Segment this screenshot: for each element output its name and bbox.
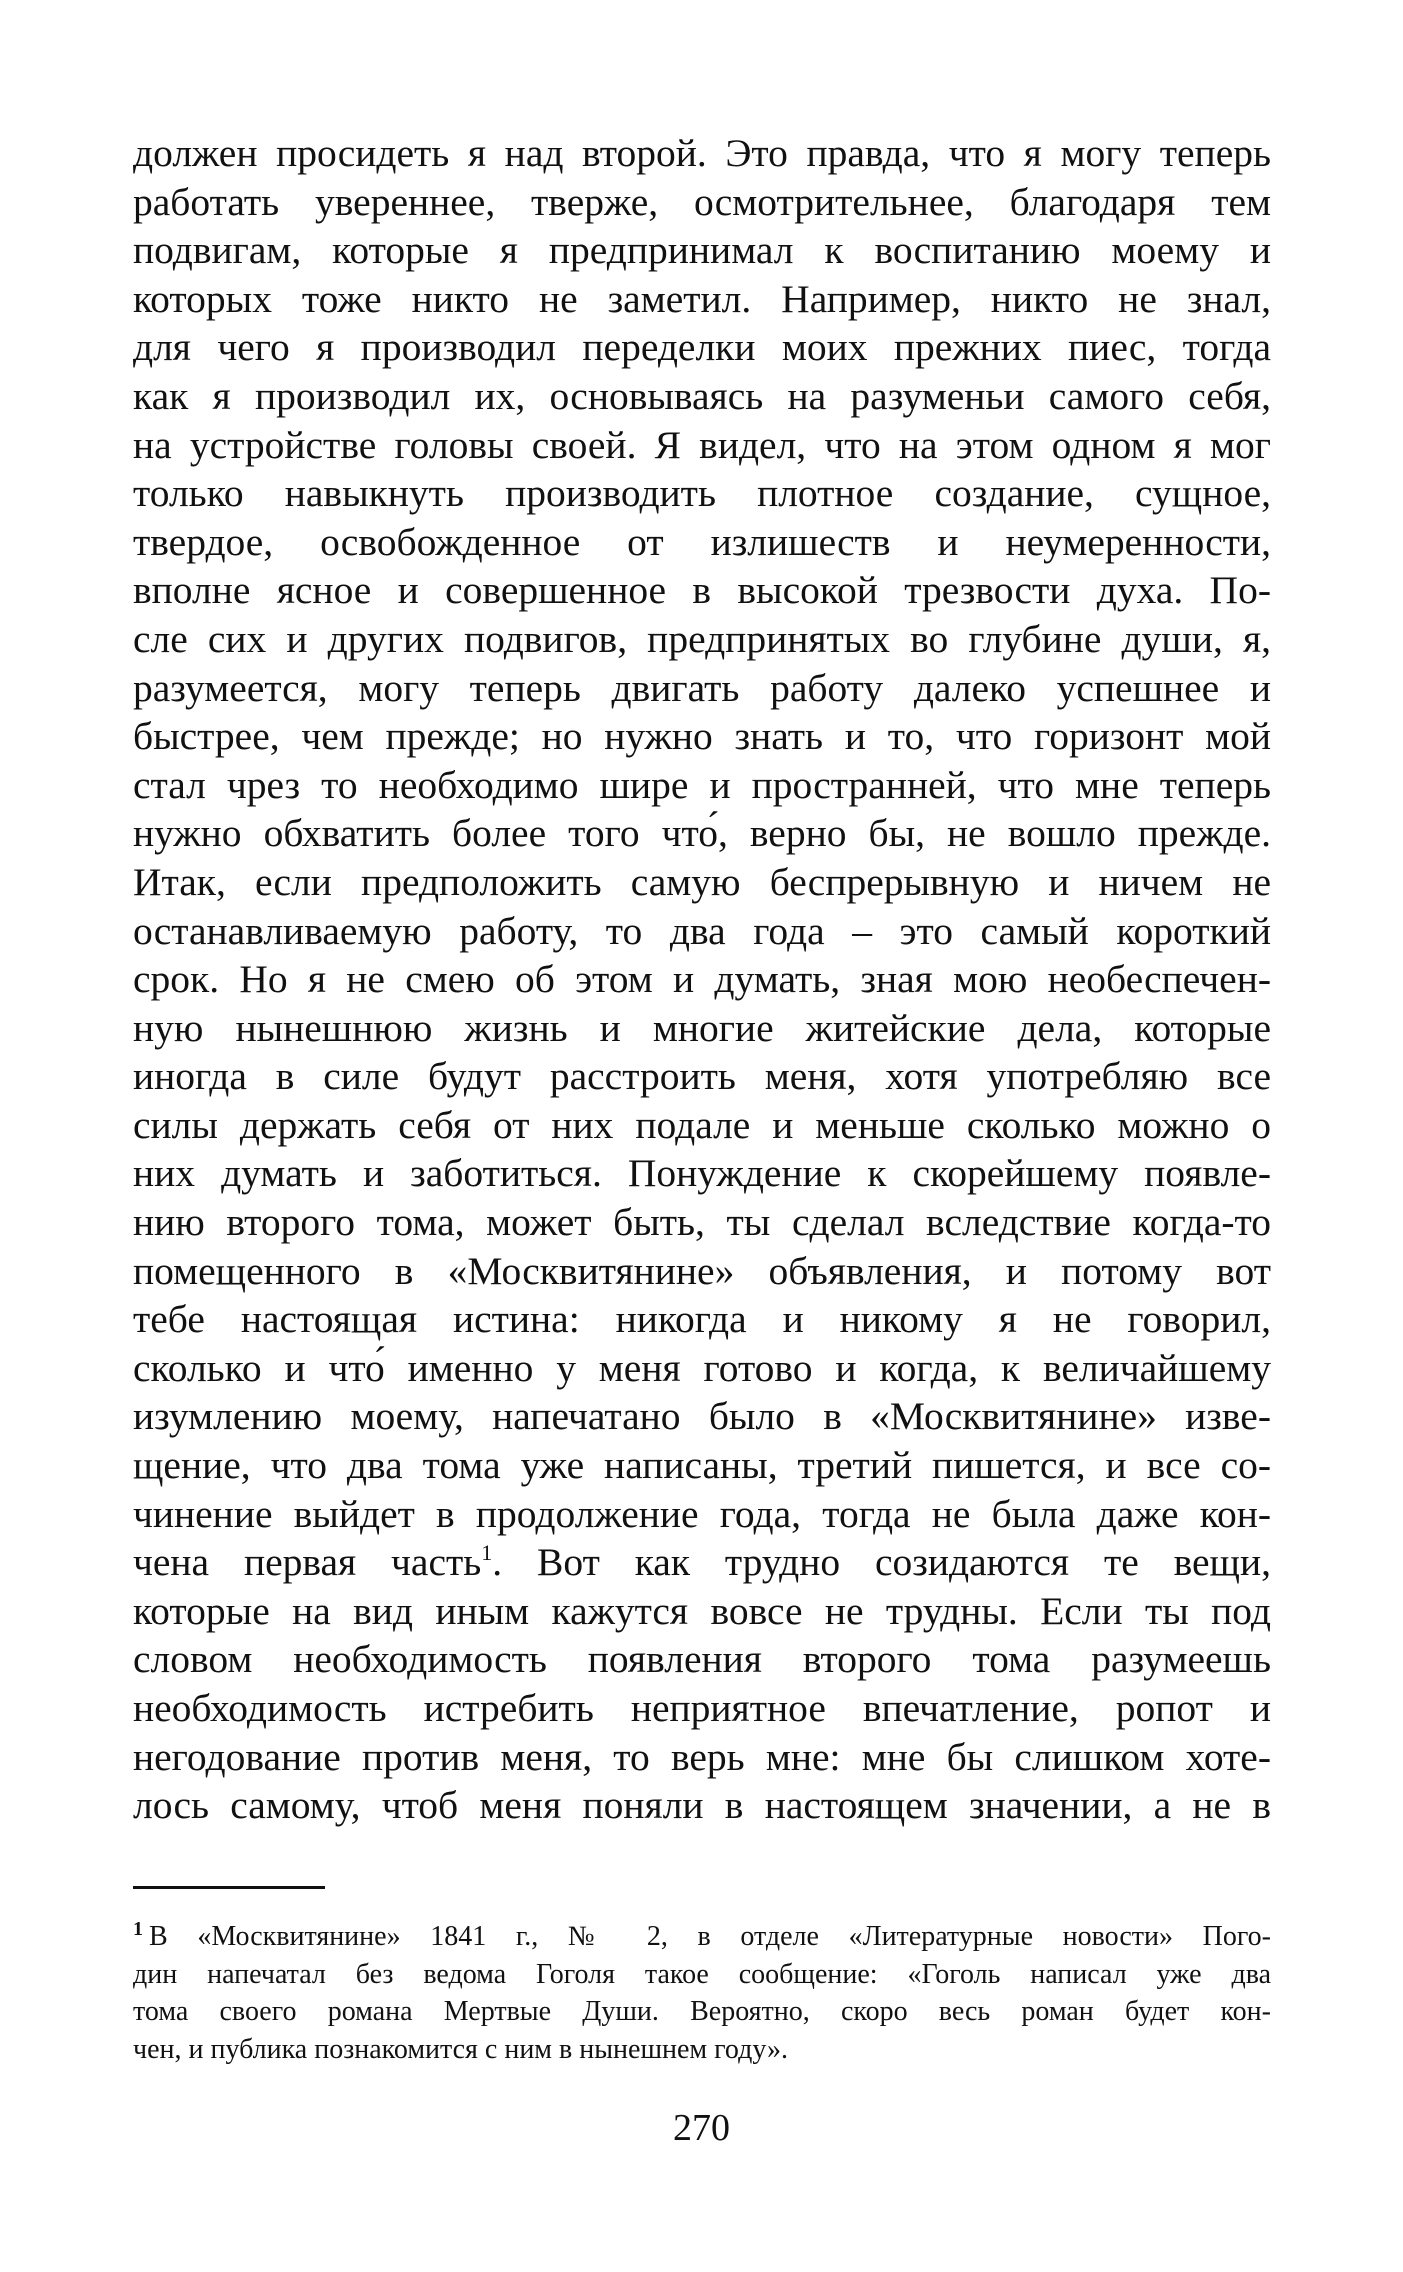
text-line: Итак, если предположить самую беспрерывную и ничем не [133, 859, 1271, 904]
text-line: подвигам, которые я предпринимал к воспитанию моему и [133, 228, 1271, 273]
text-line: для чего я производил переделки моих прежних пиес, тогда [133, 325, 1271, 370]
text-line: твердое, освобожденное от излишеств и неумеренности, [133, 519, 1271, 564]
text-line: лось самому, чтоб меня поняли в настоящем значении, а не в [133, 1783, 1271, 1828]
text-line: щение, что два тома уже написаны, третий пишется, и все со- [133, 1443, 1271, 1488]
text-line: ную нынешнюю жизнь и многие житейские дела, которые [133, 1005, 1271, 1050]
text-line: которых тоже никто не заметил. Например, никто не знал, [133, 276, 1271, 321]
text-line: сле сих и других подвигов, предпринятых во глубине души, я, [133, 616, 1271, 661]
page-number: 270 [673, 2107, 730, 2149]
text-line: которые на вид иным кажутся вовсе не трудны. Если ты под [133, 1588, 1271, 1633]
footnote [133, 1918, 1271, 2068]
text-line-with-footnote [133, 1538, 1271, 1587]
text-line: срок. Но я не смею об этом и думать, зная мою необеспечен- [133, 957, 1271, 1002]
text-line: них думать и заботиться. Понуждение к скорейшему появле- [133, 1151, 1271, 1196]
footnote-divider [133, 1886, 325, 1889]
text-line: силы держать себя от них подале и меньше сколько можно о [133, 1102, 1271, 1147]
text-line: необходимость истребить неприятное впечатление, ропот и [133, 1686, 1271, 1730]
text-line: сколько и что́ именно у меня готово и когда, к величайшему [133, 1345, 1271, 1390]
text-line: разумеется, могу теперь двигать работу далеко успешнее и [133, 665, 1271, 710]
text-line: работать увереннее, тверже, осмотрительнее, благодаря тем [133, 179, 1271, 224]
footnote-line: чен, и публика познакомится с ним в нынешнем году». [133, 2033, 789, 2065]
text-line-tail: . Вот как трудно созидаются те вещи, [492, 1540, 1271, 1585]
text-line: негодование против меня, то верь мне: мне бы слишком хоте- [133, 1734, 1271, 1779]
text-line: как я производил их, основываясь на разуменьи самого себя, [133, 373, 1271, 418]
main-text [133, 129, 1271, 1830]
footnote-line-text: В «Москвитянине» 1841 г., № 2, в отделе «Литературные новости» Пого- [149, 1921, 1271, 1952]
text-line: останавливаемую работу, то два года – это самый короткий [133, 908, 1271, 953]
text-line: вполне ясное и совершенное в высокой трезвости духа. По- [133, 568, 1271, 613]
footnote-line: дин напечатал без ведома Гоголя такое сообщение: «Гоголь написал уже два [133, 1958, 1271, 1990]
footnote-line: тома своего романа Мертвые Души. Вероятно, скоро весь роман будет кон- [133, 1996, 1271, 2027]
text-line: тебе настоящая истина: никогда и никому я не говорил, [133, 1297, 1271, 1342]
text-line: словом необходимость появления второго тома разумеешь [133, 1637, 1271, 1682]
footnote-marker: 1 [133, 1918, 143, 1940]
text-line: помещенного в «Москвитянине» объявления, и потому вот [133, 1248, 1271, 1293]
text-line: чинение выйдет в продолжение года, тогда не была даже кон- [133, 1491, 1271, 1536]
text-line: должен просидеть я над второй. Это правда, что я могу теперь [133, 131, 1271, 175]
text-line: на устройстве головы своей. Я видел, что на этом одном я мог [133, 422, 1271, 467]
text-line: иногда в силе будут расстроить меня, хотя употребляю все [133, 1054, 1271, 1099]
text-line: быстрее, чем прежде; но нужно знать и то, что горизонт мой [133, 714, 1271, 759]
text-line: стал чрез то необходимо шире и пространней, что мне теперь [133, 762, 1271, 807]
text-line-head: чена первая часть [133, 1540, 482, 1585]
text-line: нужно обхватить более того что́, верно бы, не вошло прежде. [133, 811, 1271, 856]
text-line: только навыкнуть производить плотное создание, сущное, [133, 471, 1271, 516]
text-line: изумлению моему, напечатано было в «Москвитянине» изве- [133, 1394, 1271, 1439]
footnote-reference[interactable]: 1 [481, 1540, 493, 1566]
text-line: нию второго тома, может быть, ты сделал вследствие когда-то [133, 1200, 1271, 1245]
footnote-line [133, 1918, 1271, 1956]
